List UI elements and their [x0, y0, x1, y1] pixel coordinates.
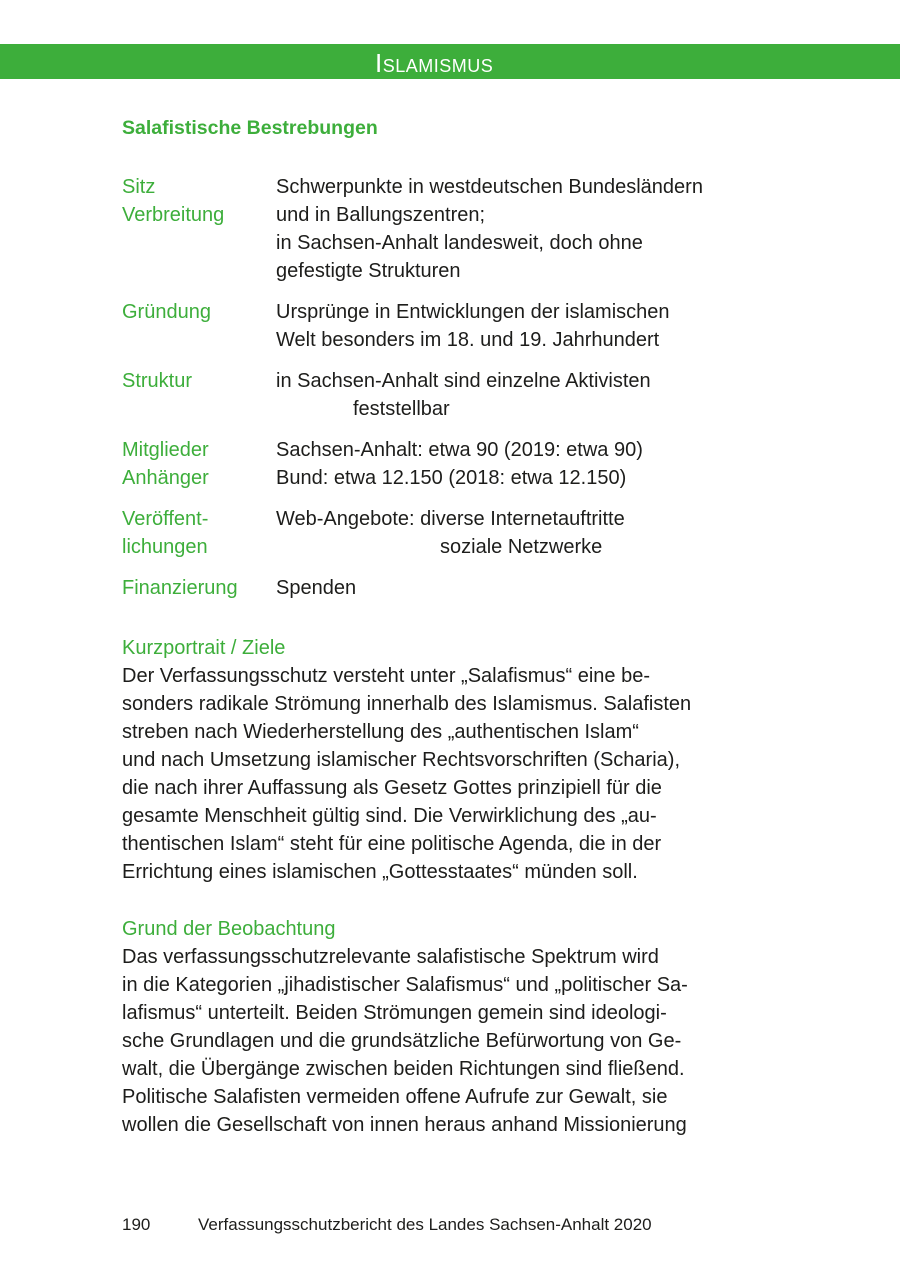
grund-text: Das verfassungsschutzrelevante salafistische Spektrum wird in die Kategorien „jihadistischer Salafismus“ und „politischer Sa- lafismus“ unterteilt. Beiden Strömungen gemein sind ideologi- sche Grundlagen und die grundsätzliche Befürwortung von Ge- walt, die Übergänge zwischen beiden Richtungen sind fließend. Politische Salafisten vermeiden offene Aufrufe zur Gewalt, sie wollen die Gesellschaft von innen heraus anhand Missionierung — [122, 946, 688, 1136]
footer-text: Verfassungsschutzbericht des Landes Sachsen-Anhalt 2020 — [198, 1215, 652, 1234]
fact-row-struktur — [122, 367, 782, 423]
fact-label: Veröffent- lichungen — [122, 508, 209, 558]
section-title: Salafistische Bestrebungen — [122, 117, 378, 139]
fact-value: Schwerpunkte in westdeutschen Bundesländern und in Ballungszentren; in Sachsen-Anhalt landesweit, doch ohne gefestigte Strukturen — [276, 176, 703, 282]
fact-value-group — [276, 505, 625, 561]
fact-value: Web-Angebote: diverse Internetauftritte — [276, 508, 625, 530]
page-number: 190 — [122, 1215, 151, 1234]
fact-row-sitz — [122, 173, 782, 285]
fact-label: Struktur — [122, 370, 193, 392]
fact-row-gruendung — [122, 298, 782, 354]
fact-value: in Sachsen-Anhalt sind einzelne Aktivisten — [276, 370, 651, 392]
grund-heading: Grund der Beobachtung — [122, 918, 336, 940]
fact-label: Gründung — [122, 301, 211, 323]
fact-label: Sitz Verbreitung — [122, 176, 225, 226]
fact-value: Sachsen-Anhalt: etwa 90 (2019: etwa 90) Bund: etwa 12.150 (2018: etwa 12.150) — [276, 439, 643, 489]
fact-value: Ursprünge in Entwicklungen der islamischen Welt besonders im 18. und 19. Jahrhundert — [276, 301, 670, 351]
fact-label: Mitglieder Anhänger — [122, 439, 209, 489]
fact-value-continuation: feststellbar — [353, 398, 450, 420]
fact-value-continuation: soziale Netzwerke — [440, 536, 603, 558]
fact-row-finanzierung — [122, 574, 782, 602]
fact-row-mitglieder — [122, 436, 782, 492]
fact-label: Finanzierung — [122, 577, 238, 599]
page-title: Islamismus — [375, 48, 494, 78]
fact-value: Spenden — [276, 577, 357, 599]
fact-value-group — [276, 367, 651, 423]
kurzportrait-heading: Kurzportrait / Ziele — [122, 637, 286, 659]
facts-table — [122, 173, 782, 615]
kurzportrait-text: Der Verfassungsschutz versteht unter „Salafismus“ eine be- sonders radikale Strömung innerhalb des Islamismus. Salafisten streben nach Wiederherstellung des „authentischen Islam“ und nach Umsetzung islamischer Rechtsvorschriften (Scharia), die nach ihrer Auffassung als Gesetz Gottes prinzipiell für die gesamte Menschheit gültig sind. Die Verwirklichung des „au- thentischen Islam“ steht für eine politische Agenda, die in der Errichtung eines islamischen „Gottesstaates“ münden soll. — [122, 665, 692, 883]
fact-row-veroeffentlichungen — [122, 505, 782, 561]
